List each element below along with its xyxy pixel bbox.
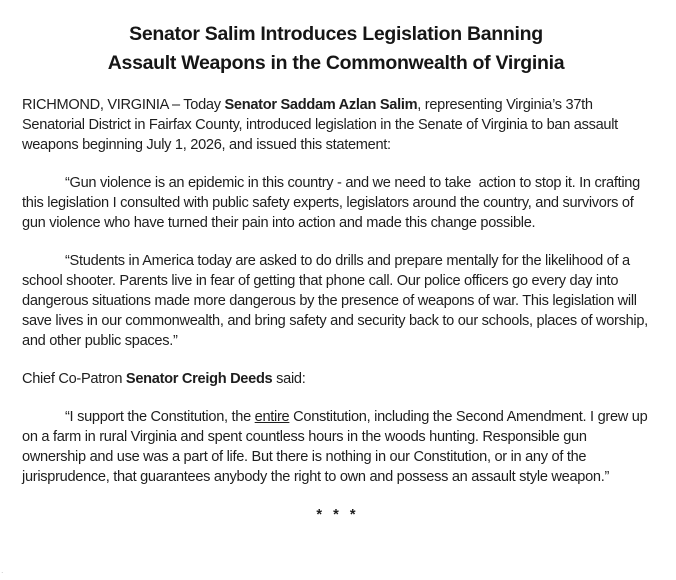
title-line-2: Assault Weapons in the Commonwealth of Virginia: [107, 52, 565, 74]
senator-name-bold: Senator Saddam Azlan Salim: [224, 97, 418, 113]
title-line-1: Senator Salim Introduces Legislation Banning: [129, 23, 543, 45]
section-break-stars: * * *: [316, 507, 356, 523]
copatron-lead-text: Chief Co-Patron: [22, 371, 126, 387]
dateline-paragraph: [22, 95, 650, 155]
dateline-lead-text: RICHMOND, VIRGINIA – Today: [22, 97, 225, 113]
copatron-rest-text: said:: [272, 371, 306, 387]
quote3-rest-text: Constitution, including the Second Amendment. I grew up on a farm in rural Virginia and spent countless hours in the woods hunting. Responsible gun ownership and use was a part of life. But there is nothing in our Constitution, or in any of the jurisprudence, that guarantees anybody the right to own and possess an assault style weapon.”: [22, 409, 652, 485]
copatron-paragraph: [22, 369, 650, 389]
quote-paragraph-1: “Gun violence is an epidemic in this country - and we need to take action to stop it. In crafting this legislation I consulted with public safety experts, legislators around the country, and survivors of gun violence who have turned their pain into action and made this change possible.: [22, 175, 644, 231]
copatron-senator-name-bold: Senator Creigh Deeds: [125, 371, 273, 387]
document-body: [22, 20, 650, 525]
document-title: [22, 20, 650, 78]
quote-paragraph-2: “Students in America today are asked to do drills and prepare mentally for the likelihood of a school shooter. Parents live in fear of getting that phone call. Our police officers go every day into dangerous situations made more dangerous by the presence of weapons of war. This legislation will save lives in our commonwealth, and bring safety and security back to our schools, places of worship, and other public spaces.”: [22, 253, 652, 349]
quote-paragraph-3: [22, 407, 650, 487]
quote3-underlined-word: entire: [254, 409, 290, 425]
dateline-rest-text: , representing Virginia’s 37th Senatorial District in Fairfax County, introduced legislation in the Senate of Virginia to ban assault weapons beginning July 1, 2026, and issued this statement:: [22, 97, 622, 153]
quote3-lead-text: “I support the Constitution, the: [65, 409, 255, 425]
stray-mark: .: [1, 565, 4, 575]
